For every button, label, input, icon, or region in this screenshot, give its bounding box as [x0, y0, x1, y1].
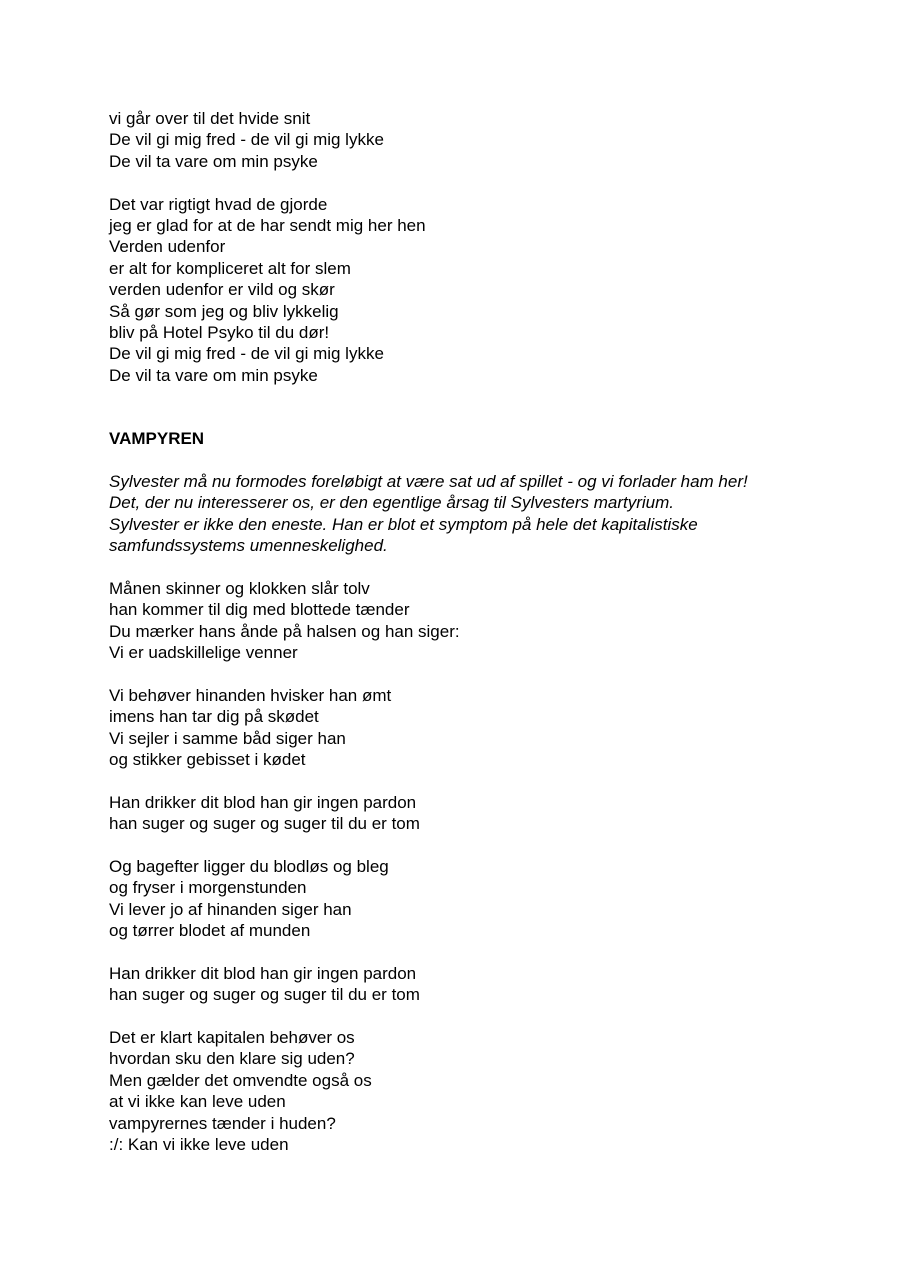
song-line: Vi er uadskillelige venner: [109, 643, 298, 662]
intro-line: samfundssystems umenneskelighed.: [109, 536, 388, 556]
verse-line: De vil ta vare om min psyke: [109, 151, 318, 171]
verse-line: vi går over til det hvide snit: [109, 109, 311, 128]
verse-line: De vil ta vare om min psyke: [109, 365, 318, 385]
song-line: og tørrer blodet af munden: [109, 921, 311, 941]
song-line: at vi ikke kan leve uden: [109, 1092, 286, 1112]
song-line: :/: Kan vi ikke leve uden: [109, 1134, 289, 1154]
song-line: Månen skinner og klokken slår tolv: [109, 578, 370, 598]
song-line: vampyrernes tænder i huden?: [109, 1113, 336, 1133]
verse-line: Så gør som jeg og bliv lykkelig: [109, 301, 339, 321]
verse-line: Verden udenfor: [109, 237, 226, 257]
document-page: [109, 108, 829, 1177]
intro-line: Sylvester må nu formodes foreløbigt at være sat ud af spillet - og vi forlader ham her!: [109, 471, 748, 491]
song-stanza: [109, 685, 829, 771]
song-line: han kommer til dig med blottede tænder: [109, 600, 410, 620]
verse-line: Det var rigtigt hvad de gjorde: [109, 194, 328, 214]
song-title: VAMPYREN: [109, 429, 205, 449]
verse-line: bliv på Hotel Psyko til du dør!: [109, 322, 330, 342]
intro-paragraph: [109, 471, 829, 557]
song-stanza: [109, 1027, 829, 1155]
verse-stanza: [109, 108, 829, 172]
song-line: og stikker gebisset i kødet: [109, 749, 306, 769]
intro-line: Det, der nu interesserer os, er den egentlige årsag til Sylvesters martyrium.: [109, 493, 675, 513]
song-line: Vi lever jo af hinanden siger han: [109, 899, 352, 919]
song-line: Han drikker dit blod han gir ingen pardon: [109, 963, 417, 983]
song-refrain: [109, 963, 829, 1006]
verse-stanza: [109, 194, 829, 387]
song-stanza: [109, 578, 829, 664]
song-line: han suger og suger og suger til du er tom: [109, 814, 420, 834]
verse-line: jeg er glad for at de har sendt mig her hen: [109, 215, 426, 235]
song-line: Vi behøver hinanden hvisker han ømt: [109, 685, 392, 705]
song-line: Du mærker hans ånde på halsen og han siger:: [109, 621, 460, 641]
intro-line: Sylvester er ikke den eneste. Han er blot et symptom på hele det kapitalistiske: [109, 514, 698, 534]
song-line: imens han tar dig på skødet: [109, 707, 319, 727]
verse-line: De vil gi mig fred - de vil gi mig lykke: [109, 344, 384, 364]
verse-line: De vil gi mig fred - de vil gi mig lykke: [109, 130, 384, 150]
song-line: Men gælder det omvendte også os: [109, 1070, 372, 1090]
song-line: Og bagefter ligger du blodløs og bleg: [109, 856, 389, 876]
verse-line: verden udenfor er vild og skør: [109, 280, 335, 300]
song-refrain: [109, 792, 829, 835]
song-line: Han drikker dit blod han gir ingen pardon: [109, 792, 417, 812]
verse-line: er alt for kompliceret alt for slem: [109, 258, 351, 278]
song-line: og fryser i morgenstunden: [109, 878, 307, 898]
song-line: hvordan sku den klare sig uden?: [109, 1049, 355, 1069]
song-line: han suger og suger og suger til du er tom: [109, 985, 420, 1005]
song-stanza: [109, 856, 829, 942]
song-line: Vi sejler i samme båd siger han: [109, 728, 346, 748]
song-line: Det er klart kapitalen behøver os: [109, 1028, 355, 1048]
